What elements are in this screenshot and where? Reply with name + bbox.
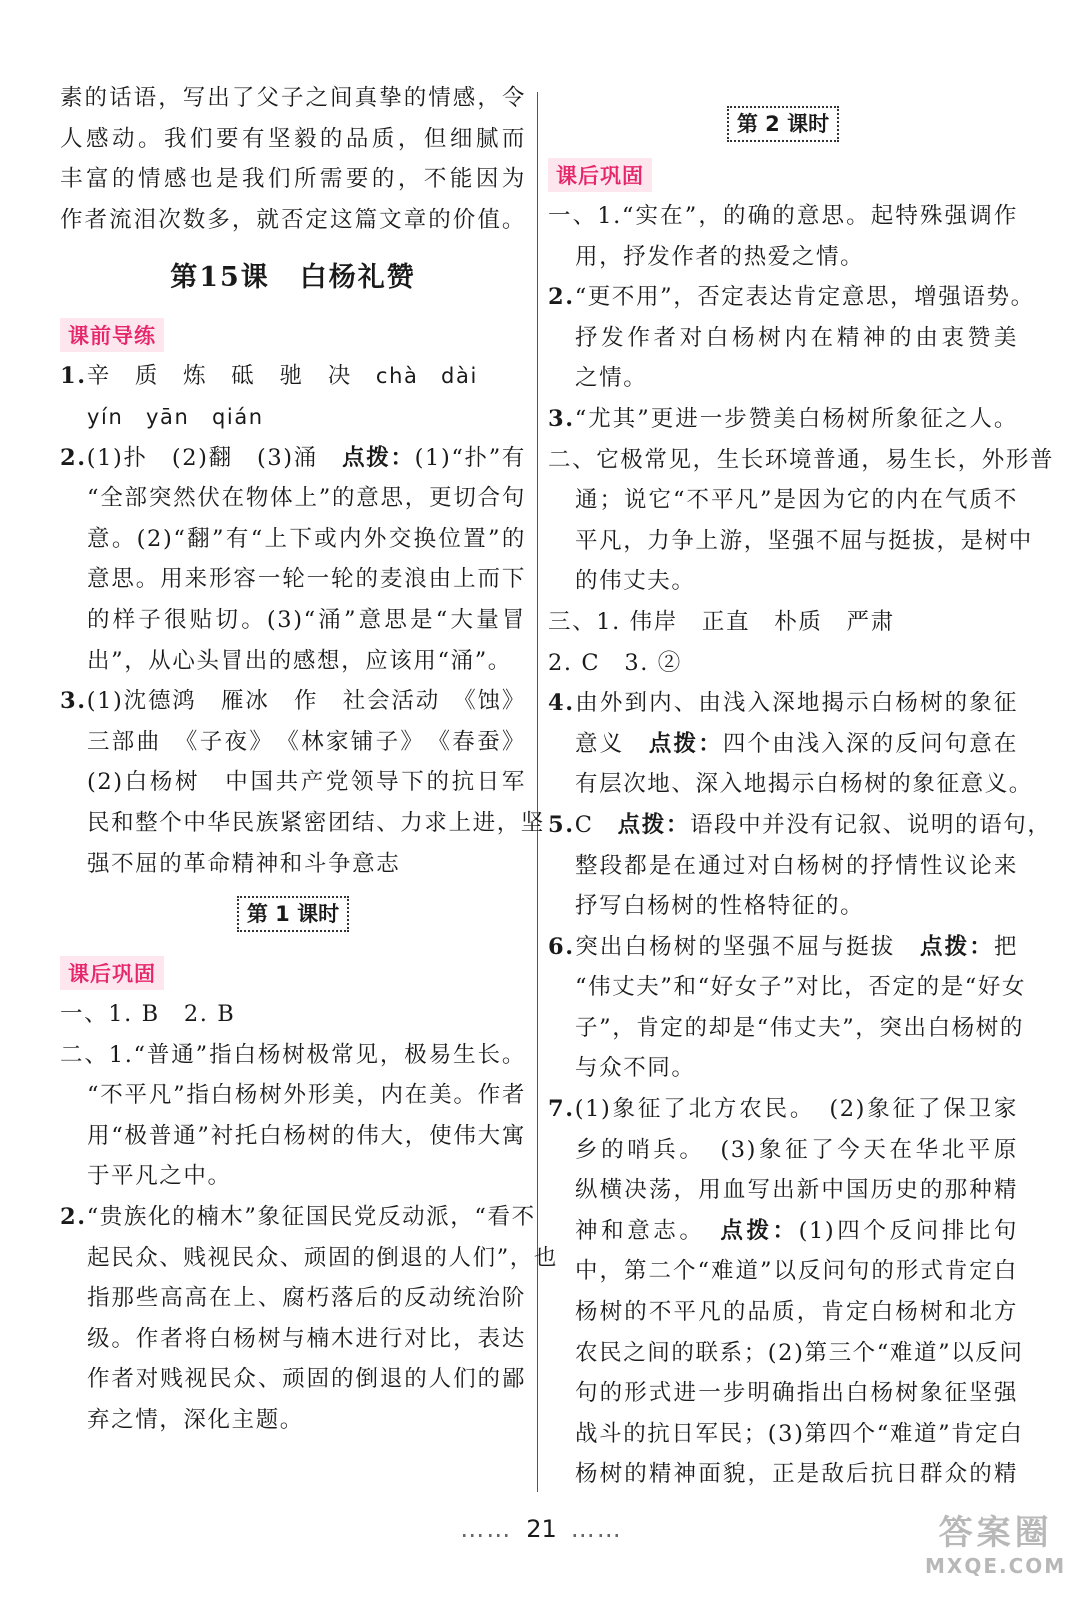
answer-line: 意思。用来形容一轮一轮的麦浪由上而下 xyxy=(87,566,526,593)
answer-line: 指那些高高在上、腐朽落后的反动统治阶 xyxy=(87,1285,526,1312)
watermark-logo: 答案圈 MXQE.COM xyxy=(925,1513,1067,1578)
right-column xyxy=(548,78,1055,1495)
answer-part2-q2: 2.“贵族化的楠木”象征国民党反动派，“看不 xyxy=(60,1204,536,1231)
lesson-name: 白杨礼赞 xyxy=(299,262,416,294)
period-2-badge: 第 2 课时 xyxy=(727,106,839,142)
answer-line: 的样子很贴切。(3)“涌”意思是“大量冒 xyxy=(87,606,526,633)
answer-line: 通；说它“不平凡”是因为它的内在气质不 xyxy=(575,487,1018,514)
hint-label: 点拨： xyxy=(617,811,690,838)
answer-line: 作者对贱视民众、顽固的倒退的人们的鄙 xyxy=(87,1366,526,1393)
intro-line: 作者流泪次数多，就否定这篇文章的价值。 xyxy=(60,206,526,233)
page-number: 21 xyxy=(526,1515,557,1543)
answer-line: (2)白杨树 中国共产党领导下的抗日军 xyxy=(87,769,526,796)
answer-line: 与众不同。 xyxy=(575,1055,696,1082)
answer-line: 有层次地、深入地揭示白杨树的象征意义。 xyxy=(575,771,1033,798)
answer-line: 级。作者将白杨树与楠木进行对比，表达 xyxy=(87,1325,526,1352)
intro-line: 人感动。我们要有坚毅的品质，但细腻而 xyxy=(60,125,526,152)
answer-line: 用“极普通”衬托白杨树的伟大，使伟大寓 xyxy=(87,1122,526,1149)
answer-line: 战斗的抗日军民；(3)第四个“难道”肯定白 xyxy=(575,1420,1024,1447)
answer-r4: 二、它极常见，生长环境普通，易生长，外形普 xyxy=(548,446,1055,473)
answer-line: 民和整个中华民族紧密团结、力求上进，坚 xyxy=(87,809,545,836)
answer-q2: 2.(1)扑 (2)翻 (3)涌 点拨：(1)“扑”有 xyxy=(60,444,526,471)
answer-line: 纵横决荡，用血写出新中国历史的那种精 xyxy=(575,1177,1018,1204)
answer-line: 意。(2)“翻”有“上下或内外交换位置”的 xyxy=(87,525,526,552)
answer-line: 之情。 xyxy=(575,365,648,392)
answer-line: 用，抒发作者的热爱之情。 xyxy=(575,243,865,270)
answer-r10: 7.(1)象征了北方农民。 (2)象征了保卫家 xyxy=(548,1096,1018,1123)
intro-line: 素的话语，写出了父子之间真挚的情感，令 xyxy=(60,85,526,111)
answer-line: “全部突然伏在物体上”的意思，更切合句 xyxy=(87,485,526,512)
answer-line: 于平凡之中。 xyxy=(87,1163,232,1190)
answer-r6: 2. C 3. ② xyxy=(548,649,682,676)
answer-line: 乡的哨兵。 (3)象征了今天在华北平原 xyxy=(575,1136,1018,1163)
answer-line: 的伟丈夫。 xyxy=(575,568,696,595)
answer-part1: 一、1. B 2. B xyxy=(60,1001,236,1028)
section-after-class-2: 课后巩固 xyxy=(548,158,652,192)
q1-pinyin: chà dài xyxy=(375,364,478,389)
answer-line: 出”，从心头冒出的感想，应该用“涌”。 xyxy=(87,647,512,674)
answer-r1: 一、1.“实在”，的确的意思。起特殊强调作 xyxy=(548,203,1018,229)
answer-line: 弃之情，深化主题。 xyxy=(87,1407,304,1434)
footer-dots: …… xyxy=(570,1515,623,1543)
intro-line: 丰富的情感也是我们所需要的，不能因为 xyxy=(60,166,526,193)
hint-label: 点拨： xyxy=(648,730,723,757)
answer-line: 平凡，力争上游，坚强不屈与挺拔，是树中 xyxy=(575,527,1033,554)
answer-q3: 3.(1)沈德鸿 雁冰 作 社会活动 《蚀》 xyxy=(60,688,526,715)
left-column xyxy=(60,78,559,1441)
section-after-class: 课后巩固 xyxy=(60,956,164,990)
answer-r3: 3.“尤其”更进一步赞美白杨树所象征之人。 xyxy=(548,405,1018,432)
answer-line: 意义 点拨：四个由浅入深的反问句意在 xyxy=(575,730,1018,757)
answer-line: 抒写白杨树的性格特征的。 xyxy=(575,893,865,920)
answer-line: 中，第二个“难道”以反问句的形式肯定白 xyxy=(575,1258,1018,1285)
hint-label: 点拨： xyxy=(920,933,994,960)
answer-r9: 6.突出白杨树的坚强不屈与挺拔 点拨：把 xyxy=(548,933,1018,960)
answer-line: 句的形式进一步明确指出白杨树象征坚强 xyxy=(575,1380,1018,1407)
answer-line: 子”，肯定的却是“伟丈夫”，突出白杨树的 xyxy=(575,1014,1025,1041)
lesson-title xyxy=(60,258,526,298)
answer-line: 神和意志。 点拨：(1)四个反问排比句 xyxy=(575,1217,1018,1244)
q1-chars: 辛 质 炼 砥 驰 决 xyxy=(86,363,352,390)
answer-q1: 1.辛 质 炼 砥 驰 决 chà dài xyxy=(60,363,478,390)
footer-dots: …… xyxy=(460,1515,513,1543)
column-divider xyxy=(537,92,538,1492)
answer-line: 抒发作者对白杨树内在精神的由衷赞美 xyxy=(575,324,1018,351)
answer-r5: 三、1. 伟岸 正直 朴质 严肃 xyxy=(548,608,895,635)
answer-line: 起民众、贱视民众、顽固的倒退的人们”，也 xyxy=(87,1244,559,1271)
answer-r7: 4.由外到内、由浅入深地揭示白杨树的象征 xyxy=(548,690,1018,717)
answer-part2-q1: 二、1.“普通”指白杨树极常见，极易生长。 xyxy=(60,1041,526,1068)
answer-line: 杨树的不平凡的品质，肯定白杨树和北方 xyxy=(575,1299,1018,1326)
period-1-badge: 第 1 课时 xyxy=(237,896,349,932)
answer-line: 整段都是在通过对白杨树的抒情性议论来 xyxy=(575,852,1018,879)
answer-line: “伟丈夫”和“好女子”对比，否定的是“好女 xyxy=(575,974,1027,1001)
hint-label: 点拨： xyxy=(720,1217,799,1244)
answer-line: 杨树的精神面貌，正是敌后抗日群众的精 xyxy=(575,1461,1018,1488)
page-footer xyxy=(0,1515,1083,1543)
answer-line: 农民之间的联系；(2)第三个“难道”以反问 xyxy=(575,1339,1024,1366)
answer-line: “不平凡”指白杨树外形美，内在美。作者 xyxy=(87,1082,526,1109)
lesson-number: 第15课 xyxy=(170,262,270,294)
section-pre-class: 课前导练 xyxy=(60,318,164,352)
answer-r8: 5.C 点拨：语段中并没有记叙、说明的语句， xyxy=(548,811,1052,838)
answer-r2: 2.“更不用”，否定表达肯定意思，增强语势。 xyxy=(548,284,1035,311)
q1-pinyin-line: yín yān qián xyxy=(87,404,264,429)
answer-line: 强不屈的革命精神和斗争意志 xyxy=(87,850,401,877)
answer-line: 三部曲 《子夜》 《林家铺子》 《春蚕》 xyxy=(87,728,526,755)
hint-label: 点拨： xyxy=(342,444,415,471)
